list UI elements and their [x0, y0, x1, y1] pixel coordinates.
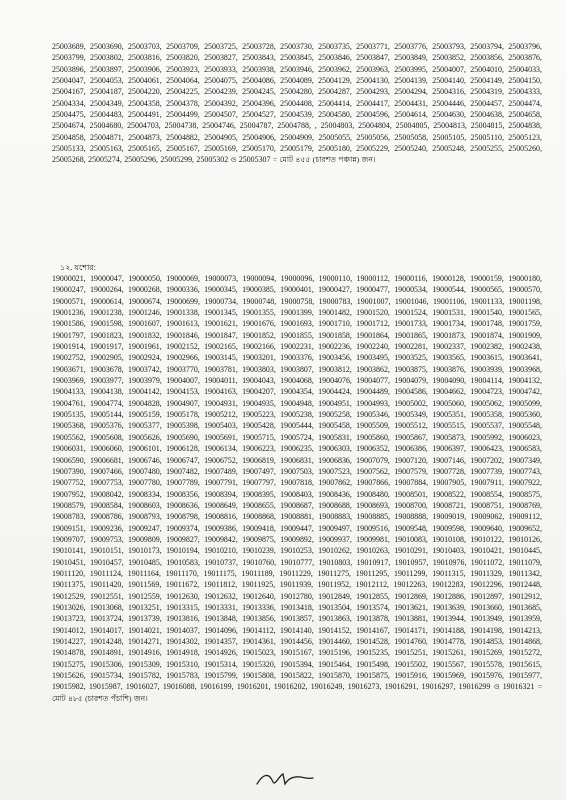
signature-mark — [255, 770, 315, 788]
roll-number-list — [52, 273, 542, 704]
section-heading: ১২. যশোর: — [60, 263, 96, 272]
roll-numbers: 19000021, 19000047, 19000050, 19000069, 19000073, 19000094, 19000096, 19000110, 19000112, 19000116, 19000128, 19000159, 19000180, 19000247, 19000264, 19000268, 19000336, 19000345, 19000385, 19000401, 19000427, 19000477, 19000534, 19000544, 19000565, 19000570, 19000571, 19000614, 19000674, 19000699, 19000734, 19000748, 19000758, 19000783, 19001007, 19001046, 19001106, 19001133, 19001198, 19001236, 19001238, 19001246, 19001338, 19001345, 19001355, 19001399, 19001482, 19001520, 19001524, 19001531, 19001540, 19001565, 19001586, 19001598, 19001607, 19001613, 19001621, 19001676, 19001693, 19001710, 19001712, 19001733, 19001734, 19001748, 19001759, 19001797, 19001823, 19001832, 19001846, 19001847, 19001852, 19001855, 19001858, 19001864, 19001865, 19001873, 19001874, 19001909, 19001914, 19001917, 19001961, 19002152, 19002165, 19002166, 19002231, 19002236, 19002240, 19002281, 19002337, 19002382, 19002438, 19002752, 19002905, 19002924, 19002966, 19003145, 19003201, 19003376, 19003456, 19003495, 19003525, 19003565, 19003615, 19003641, 19003671, 19003678, 19003742, 19003770, 19003781, 19003803, 19003807, 19003812, 19003862, 19003875, 19003876, 19003939, 19003968, 19003969, 19003977, 19003979, 19004007, 19004011, 19004043, 19004068, 19004076, 19004077, 19004079, 19004090, 19004114, 19004132, 19004133, 19004138, 19004142, 19004153, 19004163, 19004207, 19004354, 19004424, 19004489, 19004586, 19004662, 19004723, 19004742, 19004761, 19004774, 19004828, 19004907, 19004931, 19004935, 19004948, 19004951, 19004993, 19005002, 19005060, 19005062, 19005099, 19005135, 19005144, 19005159, 19005178, 19005212, 19005223, 19005238, 19005258, 19005346, 19005349, 19005351, 19005358, 19005360, 19005368, 19005376, 19005377, 19005398, 19005403, 19005428, 19005444, 19005458, 19005509, 19005512, 19005515, 19005537, 19005548, 19005562, 19005608, 19005626, 19005690, 19005691, 19005715, 19005724, 19005831, 19005860, 19005867, 19005873, 19005992, 19006023, 19006031, 19006060, 19006101, 19006128, 19006134, 19006223, 19006235, 19006303, 19006352, 19006386, 19006397, 19006423, 19006583, 19006590, 19006681, 19006746, 19006747, 19006752, 19006819, 19006831, 19006836, 19007079, 19007120, 19007146, 19007202, 19007349, 19007390, 19007466, 19007480, 19007482, 19007489, 19007497, 19007503, 19007523, 19007562, 19007579, 19007728, 19007739, 19007743, 19007752, 19007753, 19007780, 19007789, 19007791, 19007797, 19007818, 19007862, 19007866, 19007884, 19007905, 19007911, 19007922, 19007952, 19008042, 19008334, 19008356, 19008394, 19008395, 19008403, 19008436, 19008480, 19008501, 19008522, 19008554, 19008575, 19008579, 19008584, 19008603, 19008636, 19008649, 19008655, 19008687, 19008688, 19008693, 19008700, 19008721, 19008751, 19008769, 19008783, 19008786, 19008793, 19008798, 19008816, 19008868, 19008881, 19008883, 19008885, 19008888, 19009019, 19009062, 19009112, 19009151, 19009236, 19009247, 19009374, 19009386, 19009418, 19009447, 19009497, 19009516, 19009548, 19009598, 19009640, 19009652, 19009707, 19009753, 19009809, 19009827, 19009842, 19009875, 19009892, 19009937, 19009981, 19010083, 19010108, 19010122, 19010126, 19010141, 19010151, 19010173, 19010194, 19010210, 19010239, 19010253, 19010262, 19010263, 19010291, 19010403, 19010421, 19010445, 19010451, 19010457, 19010485, 19010583, 19010737, 19010760, 19010777, 19010803, 19010917, 19010957, 19010976, 19011072, 19011079, 19011120, 19011124, 19011164, 19011170, 19011175, 19011189, 19011229, 19011275, 19011295, 19011299, 19011315, 19011329, 19011342, 19011375, 19011420, 19011569, 19011672, 19011812, 19011925, 19011939, 19011952, 19012112, 19012263, 19012283, 19012296, 19012448, 19012529, 19012551, 19012559, 19012630, 19012632, 19012640, 19012780, 19012849, 19012855, 19012869, 19012886, 19012897, 19012912, 19013026, 19013068, 19013251, 19013315, 19013331, 19013336, 19013418, 19013504, 19013574, 19013621, 19013639, 19013660, 19013685, 19013723, 19013724, 19013739, 19013816, 19013848, 19013856, 19013857, 19013863, 19013878, 19013881, 19013944, 19013949, 19013959, 19014012, 19014017, 19014021, 19014037, 19014096, 19014112, 19014140, 19014152, 19014167, 19014171, 19014188, 19014198, 19014213, 19014227, 19014248, 19014271, 19014302, 19014357, 19014361, 19014456, 19014460, 19014528, 19014760, 19014778, 19014853, 19014868, 19014878, 19014891, 19014916, 19014918, 19014926, 19015023, 19015167, 19015196, 19015235, 19015251, 19015261, 19015269, 19015272, 19015275, 19015306, 19015309, 19015310, 19015314, 19015320, 19015394, 19015464, 19015498, 19015502, 19015567, 19015578, 19015615, 19015626, 19015734, 19015782, 19015783, 19015799, 19015808, 19015822, 19015870, 19015875, 19015916, 19015969, 19015976, 19015977, 19015982, 19015987, 19016027, 19016088, 19016199, 19016201, 19016202, 19016249, 19016273, 19016291, 19016297, 19016299 ও 19016321 — [52, 274, 542, 692]
roll-numbers: 25003689, 25003690, 25003703, 25003709, 25003725, 25003728, 25003730, 25003735, 25003771, 25003776, 25003793, 25003794, 25003796, 25003799, 25003802, 25003816, 25003820, 25003827, 25003843, 25003845, 25003846, 25003847, 25003849, 25003852, 25003856, 25003876, 25003896, 25003897, 25003906, 25003923, 25003933, 25003938, 25003946, 25003962, 25003963, 25003995, 25004007, 25004010, 25004033, 25004047, 25004053, 25004061, 25004064, 25004075, 25004086, 25004089, 25004129, 25004130, 25004139, 25004140, 25004149, 25004150, 25004167, 25004187, 25004220, 25004225, 25004239, 25004245, 25004280, 25004287, 25004293, 25004294, 25004316, 25004319, 25004333, 25004334, 25004349, 25004358, 25004378, 25004392, 25004396, 25004408, 25004414, 25004417, 25004431, 25004446, 25004457, 25004474, 25004475, 25004483, 25004491, 25004499, 25004507, 25004527, 25004539, 25004580, 25004596, 25004614, 25004630, 25004638, 25004658, 25004674, 25004680, 25004703, 25004738, 25004746, 25004787, 25004788, , 25004803, 25004804, 25004805, 25004813, 25004815, 25004838, 25004858, 25004871, 25004873, 25004882, 25004905, 25004906, 25004909, 25005055, 25005056, 25005058, 25005105, 25005110, 25005123, 25005133, 25005163, 25005165, 25005167, 25005169, 25005170, 25005179, 25005180, 25005229, 25005240, 25005248, 25005255, 25005260, 25005268, 25005274, 25005296, 25005299, 25005302 ও 25005307 — [52, 42, 542, 165]
total-count-note: = মোট ৪৫৫ (চারশত পঞ্চান্ন) জন। — [272, 155, 376, 165]
total-count-note: = মোট ৪৮৫ (চারশত পঁচাশি) জন। — [52, 682, 542, 703]
roll-number-list-continued — [52, 41, 542, 166]
